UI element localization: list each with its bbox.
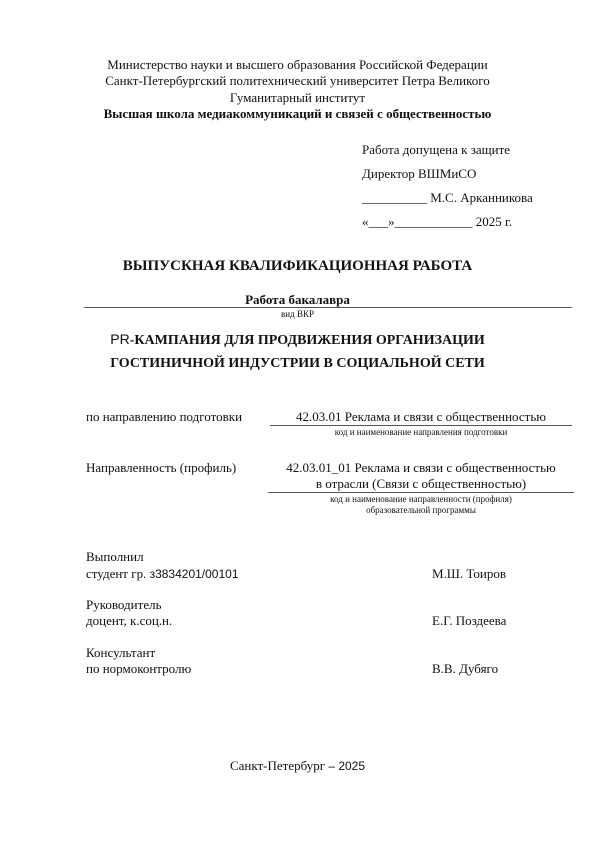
footer-city-year — [0, 758, 595, 774]
approval-date: «___»____________ 2025 г. — [362, 214, 513, 229]
author-group — [86, 566, 239, 582]
approval-signature: __________ М.С. Арканникова — [362, 190, 533, 205]
work-kind-underline — [84, 307, 572, 308]
author-name: М.Ш. Тоиров — [432, 566, 506, 581]
topic-line-2: ГОСТИНИЧНОЙ ИНДУСТРИИ В СОЦИАЛЬНОЙ СЕТИ — [110, 356, 485, 371]
direction-label: по направлению подготовки — [86, 409, 243, 424]
ministry-line: Министерство науки и высшего образования Российской Федерации — [107, 57, 488, 72]
direction-caption: код и наименование направления подготовки — [334, 427, 508, 437]
author-group-prefix: студент гр. — [86, 566, 150, 581]
consultant-role: Консультант — [86, 645, 156, 660]
supervisor-role: Руководитель — [86, 597, 162, 612]
supervisor-title: доцент, к.соц.н. — [86, 613, 173, 628]
profile-value-line-1: 42.03.01_01 Реклама и связи с общественностью — [286, 460, 556, 475]
institute-line: Гуманитарный институт — [229, 90, 366, 105]
topic-line-1-rest: -КАМПАНИЯ ДЛЯ ПРОДВИЖЕНИЯ ОРГАНИЗАЦИИ — [129, 333, 485, 348]
footer-year: – 2025 — [328, 759, 366, 773]
consultant-name: В.В. Дубяго — [432, 661, 499, 676]
profile-caption-line-2: образовательной программы — [366, 505, 476, 515]
topic-line-1 — [0, 331, 595, 349]
approval-admitted: Работа допущена к защите — [362, 142, 511, 157]
profile-label: Направленность (профиль) — [86, 460, 237, 475]
direction-value: 42.03.01 Реклама и связи с общественностью — [296, 409, 546, 424]
university-line: Санкт-Петербургский политехнический университет Петра Великого — [105, 73, 490, 88]
author-group-number: з3834201/00101 — [149, 567, 239, 581]
author-role: Выполнил — [86, 549, 144, 564]
document-type-title: ВЫПУСКНАЯ КВАЛИФИКАЦИОННАЯ РАБОТА — [122, 258, 473, 274]
supervisor-name: Е.Г. Поздеева — [432, 613, 507, 628]
work-kind-caption: вид ВКР — [281, 309, 314, 319]
footer-city: Санкт-Петербург — [229, 758, 329, 773]
approval-director: Директор ВШМиСО — [362, 166, 477, 181]
profile-underline — [268, 492, 574, 493]
school-line: Высшая школа медиакоммуникаций и связей с общественностью — [103, 106, 492, 121]
consultant-title: по нормоконтролю — [86, 661, 192, 676]
profile-caption-line-1: код и наименование направленности (профиля) — [330, 494, 512, 504]
work-kind-value: Работа бакалавра — [245, 292, 350, 307]
profile-value-line-2: в отрасли (Связи с общественностью) — [315, 476, 527, 491]
direction-underline — [270, 425, 572, 426]
topic-prefix: PR — [110, 331, 130, 347]
